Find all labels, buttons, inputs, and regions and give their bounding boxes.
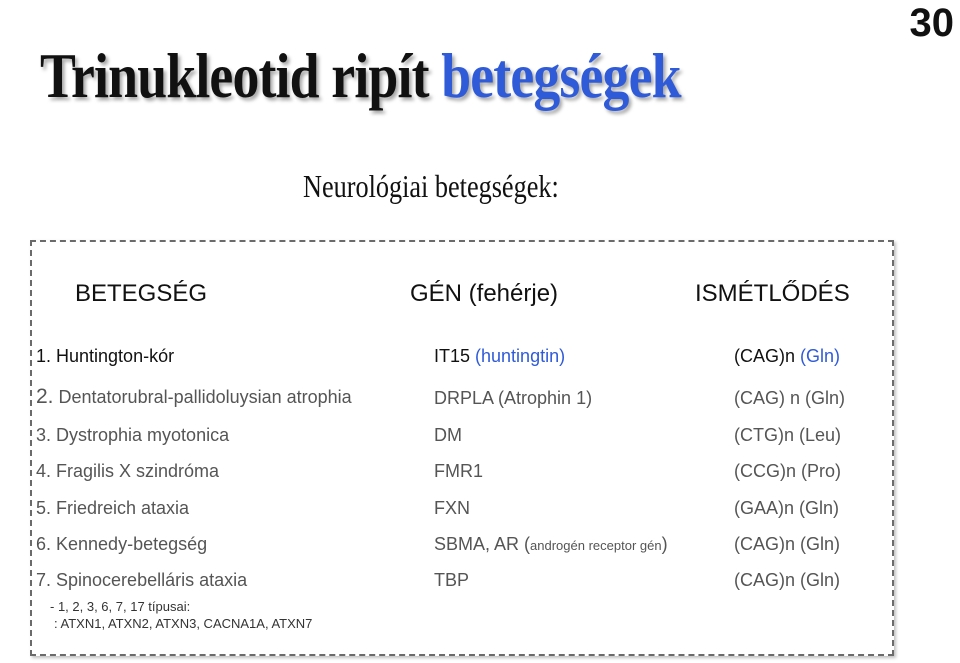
- header-gene: GÉN (fehérje): [410, 280, 559, 307]
- row-1-repeat: [734, 345, 840, 367]
- row-1-repeat-seq: (CAG)n: [734, 346, 801, 366]
- row-1-repeat-aa: (Gln): [800, 346, 841, 366]
- row-2-repeat: (CAG) n (Gln): [734, 388, 846, 408]
- row-6-gene-name: SBMA, AR (: [434, 534, 531, 554]
- row-1-gene-protein: (huntingtin): [475, 346, 566, 366]
- row-6-repeat: (CAG)n (Gln): [734, 534, 841, 554]
- row-1-gene-name: IT15: [434, 346, 476, 366]
- header-repeat: ISMÉTLŐDÉS: [695, 280, 850, 307]
- row-6-gene: [434, 533, 668, 557]
- row-1-gene: [434, 345, 565, 367]
- row-7-gene: TBP: [434, 570, 470, 590]
- title-part-2: betegségek: [441, 40, 681, 111]
- row-5-gene: FXN: [434, 498, 470, 518]
- title-part-1: Trinukleotid ripít: [40, 40, 429, 111]
- slide-title: [40, 36, 754, 116]
- header-disease: BETEGSÉG: [75, 280, 208, 307]
- row-3-repeat: (CTG)n (Leu): [734, 425, 842, 445]
- row-3-disease: 3. Dystrophia myotonica: [36, 425, 230, 445]
- row-6-disease: 6. Kennedy-betegség: [36, 534, 208, 554]
- row-5-disease: 5. Friedreich ataxia: [36, 498, 190, 518]
- row-2-disease-num: 2.: [36, 385, 54, 408]
- sca-genes-note: : ATXN1, ATXN2, ATXN3, CACNA1A, ATXN7: [54, 616, 313, 631]
- row-3-gene: DM: [434, 425, 462, 445]
- row-6-gene-note: androgén receptor gén: [530, 538, 662, 553]
- row-6-gene-end: ): [661, 534, 668, 554]
- row-4-gene: FMR1: [434, 461, 483, 481]
- disease-table: [30, 240, 894, 656]
- row-1-disease: 1. Huntington-kór: [36, 346, 175, 366]
- row-5-repeat: (GAA)n (Gln): [734, 498, 840, 518]
- row-7-repeat: (CAG)n (Gln): [734, 570, 841, 590]
- slide-number: 30: [909, 1, 954, 45]
- row-2-disease-name: Dentatorubral-pallidoluysian atrophia: [53, 387, 352, 407]
- sca-types-note: - 1, 2, 3, 6, 7, 17 típusai:: [50, 599, 191, 614]
- row-4-disease: 4. Fragilis X szindróma: [36, 461, 220, 481]
- row-7-disease: 7. Spinocerebelláris ataxia: [36, 570, 248, 590]
- row-2-gene: DRPLA (Atrophin 1): [434, 388, 593, 408]
- row-2-disease: [36, 386, 352, 408]
- subtitle: Neurológiai betegségek:: [303, 168, 559, 204]
- row-4-repeat: (CCG)n (Pro): [734, 461, 841, 481]
